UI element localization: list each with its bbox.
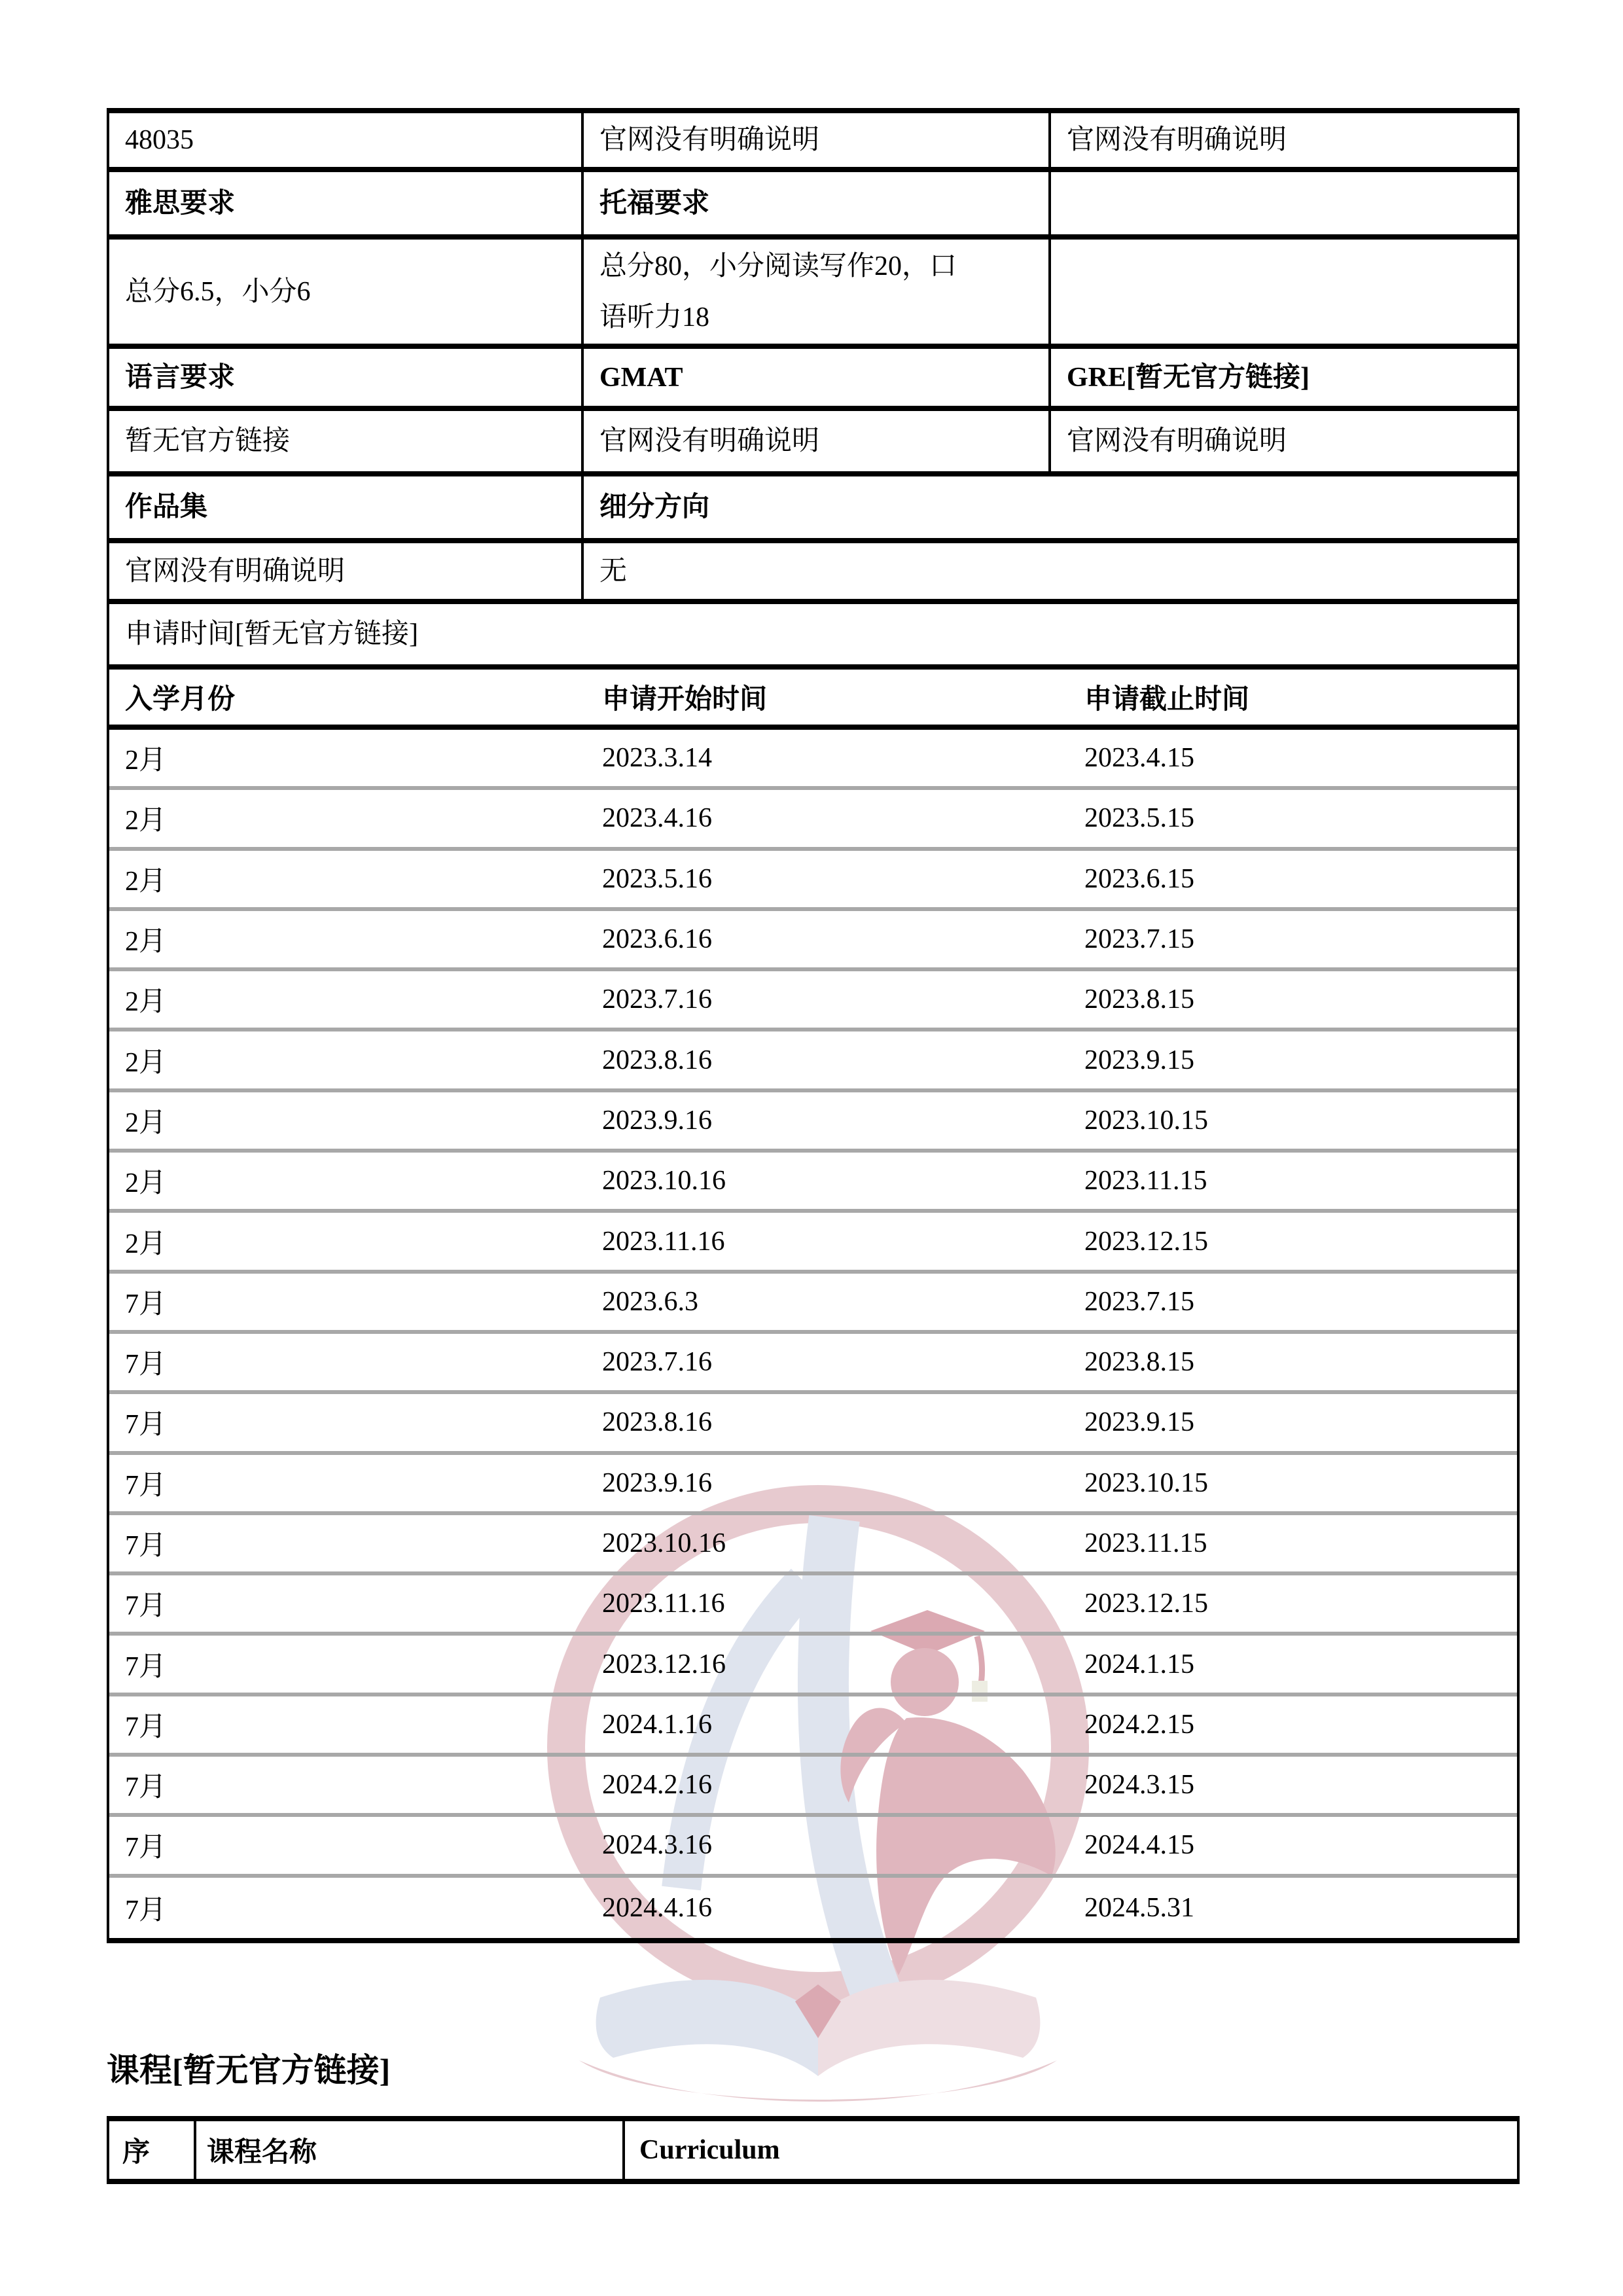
schedule-cell-start-date: 2023.7.16 <box>602 984 712 1015</box>
schedule-header-row <box>109 670 1517 730</box>
info-table-cell-text: 作品集 <box>125 492 208 522</box>
schedule-cell-month: 2月 <box>125 1107 167 1138</box>
schedule-cell-month: 7月 <box>125 1591 167 1622</box>
info-table-cell <box>581 113 1048 167</box>
schedule-cell-start-date: 2023.11.16 <box>602 1226 725 1257</box>
schedule-cell-deadline: 2023.6.15 <box>1084 863 1194 894</box>
info-table-cell-text: 细分方向 <box>599 492 710 522</box>
info-table-cell <box>109 604 1517 664</box>
schedule-cell-month: 7月 <box>125 1895 167 1926</box>
course-header-cell-curriculum <box>622 2121 1517 2179</box>
info-table-cell <box>581 240 1048 344</box>
schedule-cell-month: 2月 <box>125 866 167 897</box>
schedule-cell-start-date: 2023.11.16 <box>602 1588 725 1619</box>
schedule-row <box>109 911 1517 971</box>
schedule-cell-deadline: 2024.3.15 <box>1084 1770 1194 1801</box>
schedule-cell-deadline: 2023.11.15 <box>1084 1166 1207 1196</box>
info-table-cell-text: 语言要求 <box>125 362 236 393</box>
info-table-cell <box>109 476 581 538</box>
schedule-cell-start-date: 2023.6.16 <box>602 924 712 955</box>
info-table-cell <box>1048 113 1517 167</box>
schedule-cell-start-date: 2024.1.16 <box>602 1709 712 1740</box>
schedule-cell-deadline: 2024.1.15 <box>1084 1649 1194 1679</box>
schedule-cell-month: 2月 <box>125 1168 167 1199</box>
schedule-cell-start-date: 2024.3.16 <box>602 1830 712 1861</box>
schedule-cell-month: 7月 <box>125 1289 167 1319</box>
schedule-cell-month: 7月 <box>125 1833 167 1863</box>
schedule-row <box>109 1575 1517 1636</box>
course-header-label: 序 <box>122 2138 151 2168</box>
info-table-cell <box>109 543 581 599</box>
schedule-cell-month: 2月 <box>125 927 167 958</box>
schedule-cell-start-date: 2023.5.16 <box>602 863 712 894</box>
info-table-cell-text: 官网没有明确说明 <box>599 426 820 456</box>
course-section-heading: 课程[暂无官方链接] <box>107 2052 391 2089</box>
info-table-row <box>109 604 1517 670</box>
info-table-cell-text: 申请时间[暂无官方链接] <box>125 619 418 649</box>
schedule-cell-start-date: 2023.3.14 <box>602 743 712 774</box>
schedule-cell-month: 2月 <box>125 1229 167 1259</box>
schedule-cell-month: 7月 <box>125 1651 167 1682</box>
info-table-cell <box>1048 240 1517 344</box>
schedule-cell-start-date: 2023.9.16 <box>602 1105 712 1136</box>
schedule-cell-deadline: 2023.11.15 <box>1084 1528 1207 1558</box>
info-table-row <box>109 172 1517 240</box>
schedule-cell-deadline: 2023.7.15 <box>1084 924 1194 955</box>
info-table-cell-text: 官网没有明确说明 <box>125 556 346 586</box>
schedule-cell-month: 7月 <box>125 1531 167 1561</box>
schedule-cell-deadline: 2023.4.15 <box>1084 743 1194 774</box>
info-table-row <box>109 113 1517 172</box>
info-table-cell-text: 雅思要求 <box>125 188 236 219</box>
schedule-cell-deadline: 2023.12.15 <box>1084 1226 1208 1257</box>
schedule-cell-deadline: 2023.10.15 <box>1084 1467 1208 1498</box>
schedule-header-cell: 申请开始时间 <box>602 685 768 715</box>
info-table-cell-text: GMAT <box>599 362 683 393</box>
info-table-cell-text: 总分80，小分阅读写作20，口语听力18 <box>599 251 957 332</box>
schedule-row <box>109 1092 1517 1153</box>
schedule-cell-start-date: 2023.8.16 <box>602 1045 712 1075</box>
schedule-row <box>109 1031 1517 1092</box>
schedule-cell-start-date: 2023.10.16 <box>602 1528 726 1558</box>
info-table-cell <box>1048 411 1517 471</box>
schedule-cell-deadline: 2024.2.15 <box>1084 1709 1194 1740</box>
schedule-row <box>109 790 1517 850</box>
schedule-cell-deadline: 2023.7.15 <box>1084 1286 1194 1317</box>
info-table-row <box>109 240 1517 349</box>
schedule-cell-month: 2月 <box>125 745 167 776</box>
schedule-header-cell: 申请截止时间 <box>1084 685 1250 715</box>
schedule-cell-month: 2月 <box>125 806 167 836</box>
info-table-cell-text: GRE[暂无官方链接] <box>1067 362 1310 393</box>
info-table-cell-text: 总分6.5，小分6 <box>125 276 311 307</box>
schedule-row <box>109 971 1517 1031</box>
schedule-cell-month: 7月 <box>125 1772 167 1803</box>
schedule-cell-deadline: 2023.5.15 <box>1084 803 1194 834</box>
schedule-cell-start-date: 2023.7.16 <box>602 1347 712 1378</box>
schedule-row <box>109 1153 1517 1213</box>
schedule-header-cell: 入学月份 <box>125 685 236 715</box>
course-header-label: 课程名称 <box>207 2138 317 2168</box>
schedule-row <box>109 1334 1517 1394</box>
schedule-cell-deadline: 2023.9.15 <box>1084 1407 1194 1438</box>
schedule-row <box>109 1515 1517 1575</box>
schedule-cell-start-date: 2023.8.16 <box>602 1407 712 1438</box>
schedule-cell-start-date: 2024.4.16 <box>602 1892 712 1923</box>
info-table-cell <box>109 113 581 167</box>
schedule-row <box>109 1274 1517 1334</box>
info-table-cell <box>581 349 1048 406</box>
schedule-cell-month: 2月 <box>125 1047 167 1078</box>
info-table-row <box>109 476 1517 543</box>
schedule-cell-start-date: 2024.2.16 <box>602 1770 712 1801</box>
info-table-cell <box>1048 349 1517 406</box>
schedule-row <box>109 1817 1517 1877</box>
info-table-row <box>109 543 1517 604</box>
schedule-cell-deadline: 2023.8.15 <box>1084 1347 1194 1378</box>
schedule-cell-deadline: 2023.10.15 <box>1084 1105 1208 1136</box>
schedule-row <box>109 1455 1517 1515</box>
info-table-cell <box>581 172 1048 234</box>
schedule-row <box>109 1696 1517 1757</box>
info-table-cell <box>581 543 1517 599</box>
schedule-cell-month: 7月 <box>125 1470 167 1501</box>
info-table-cell-text: 官网没有明确说明 <box>1067 426 1287 456</box>
info-table-cell <box>109 349 581 406</box>
schedule-row <box>109 1394 1517 1454</box>
schedule-cell-month: 7月 <box>125 1350 167 1380</box>
schedule-cell-month: 2月 <box>125 987 167 1018</box>
schedule-cell-deadline: 2023.9.15 <box>1084 1045 1194 1075</box>
schedule-cell-start-date: 2023.12.16 <box>602 1649 726 1679</box>
course-table <box>107 2116 1520 2184</box>
info-table-cell-text: 官网没有明确说明 <box>1067 125 1287 155</box>
schedule-cell-start-date: 2023.6.3 <box>602 1286 698 1317</box>
schedule-row <box>109 1213 1517 1273</box>
schedule-row <box>109 851 1517 911</box>
schedule-cell-deadline: 2023.8.15 <box>1084 984 1194 1015</box>
info-table-cell-text: 托福要求 <box>599 188 710 219</box>
schedule-cell-month: 7月 <box>125 1712 167 1742</box>
course-header-label: Curriculum <box>639 2135 780 2165</box>
info-table-cell-text: 官网没有明确说明 <box>599 125 820 155</box>
schedule-row <box>109 730 1517 790</box>
info-table-cell <box>581 411 1048 471</box>
info-table-row <box>109 349 1517 411</box>
schedule-cell-deadline: 2024.4.15 <box>1084 1830 1194 1861</box>
schedule-row <box>109 1878 1517 1938</box>
schedule-cell-start-date: 2023.9.16 <box>602 1467 712 1498</box>
info-table-cell <box>1048 172 1517 234</box>
schedule-row <box>109 1636 1517 1696</box>
info-table-cell <box>581 476 1517 538</box>
schedule-cell-month: 7月 <box>125 1410 167 1441</box>
info-table-cell <box>109 240 581 344</box>
schedule-cell-start-date: 2023.10.16 <box>602 1166 726 1196</box>
requirements-and-schedule-table <box>107 108 1520 1943</box>
schedule-cell-deadline: 2024.5.31 <box>1084 1892 1194 1923</box>
schedule-row <box>109 1757 1517 1817</box>
info-table-cell-text: 暂无官方链接 <box>125 426 291 456</box>
course-header-cell-name <box>194 2121 622 2179</box>
info-table-row <box>109 411 1517 476</box>
schedule-cell-deadline: 2023.12.15 <box>1084 1588 1208 1619</box>
schedule-cell-start-date: 2023.4.16 <box>602 803 712 834</box>
info-table-cell-text: 无 <box>599 556 628 586</box>
info-table-cell <box>109 172 581 234</box>
info-table-cell-text: 48035 <box>125 125 194 155</box>
course-header-cell-index <box>109 2121 194 2179</box>
info-table-cell <box>109 411 581 471</box>
